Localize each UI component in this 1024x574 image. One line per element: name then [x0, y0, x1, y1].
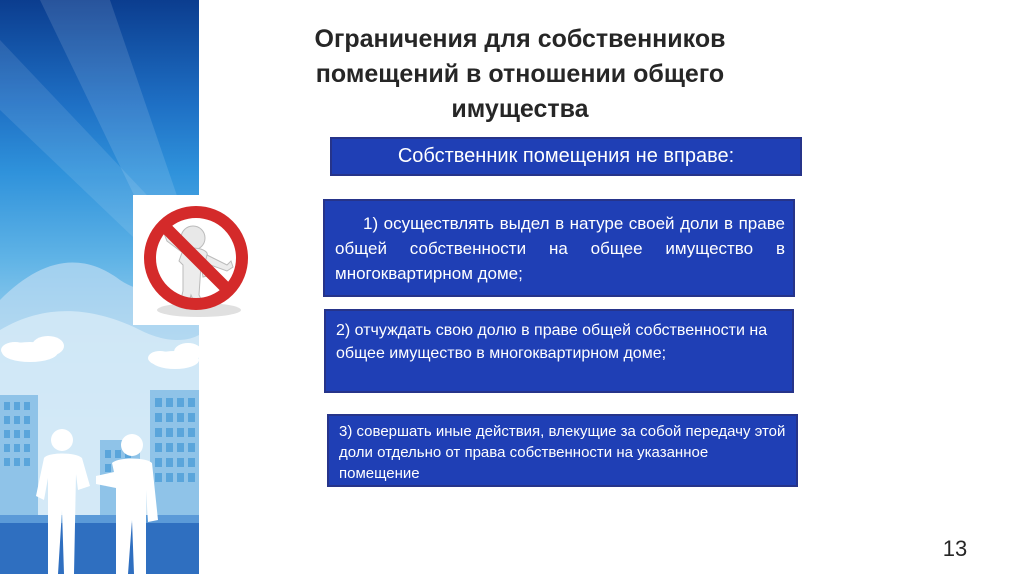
header-box: Собственник помещения не вправе: — [330, 137, 802, 176]
slide-title: Ограничения для собственников помещений в отношении общего имущества — [314, 25, 726, 123]
restriction-item-3: 3) совершать иные действия, влекущие за собой передачу этой доли отдельно от права собственности на указанное помещение — [327, 414, 798, 487]
restriction-item-1: 1) осуществлять выдел в натуре своей доли в праве общей собственности на общее имущество в многоквартирном доме; — [323, 199, 795, 297]
restriction-item-2: 2) отчуждать свою долю в праве общей собственности на общее имущество в многоквартирном доме; — [324, 309, 794, 393]
prohibition-sign-icon — [133, 195, 258, 325]
page-number: 13 — [942, 536, 968, 561]
